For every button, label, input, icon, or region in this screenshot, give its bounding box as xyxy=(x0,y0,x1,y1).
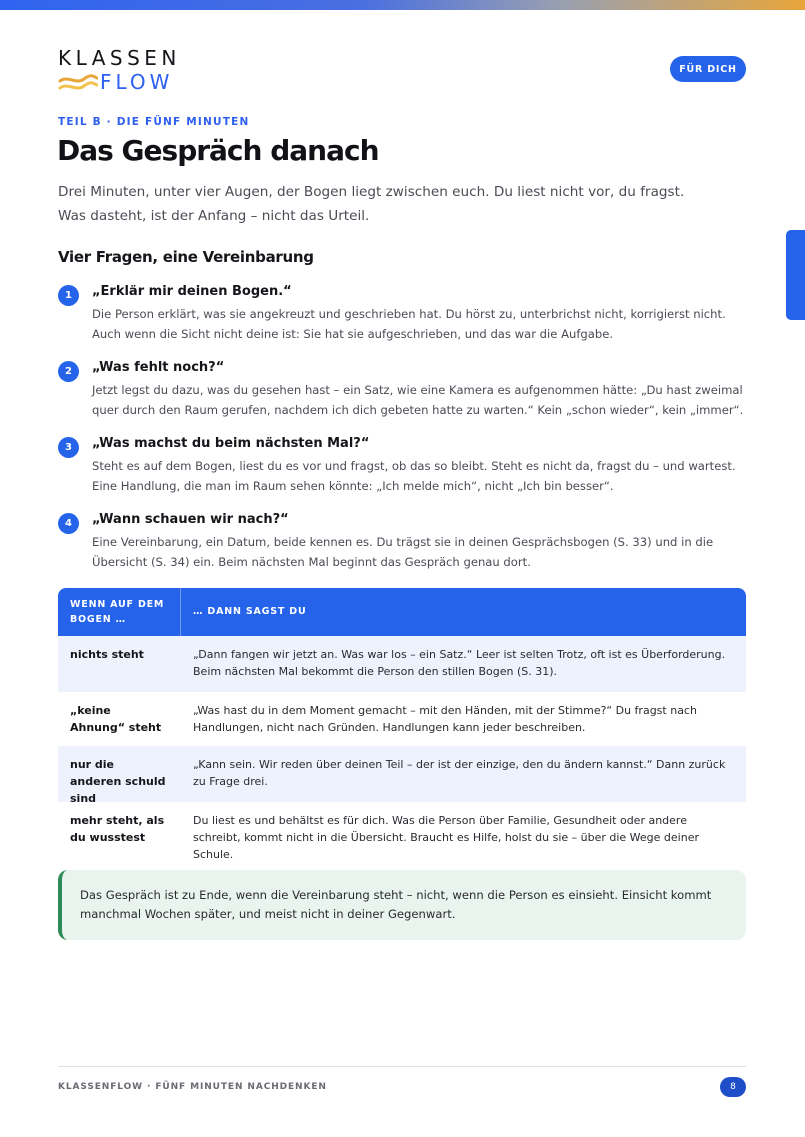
table-row xyxy=(58,746,746,805)
table-cell-response: Du liest es und behältst es für dich. Was die Person über Familie, Gesundheit oder andere schreibt, kommt nicht in die Übersicht. Braucht es Hilfe, holst du sie – über die Wege deiner Schule. xyxy=(193,814,699,861)
question-text: Jetzt legst du dazu, was du gesehen hast – ein Satz, wie eine Kamera es aufgenommen hätte: „Du hast zweimal quer durch den Raum gerufen, nachdem ich dich gebeten hatte zu warten.“ Kein „schon wieder“, kein „immer“. xyxy=(92,383,744,417)
logo-text-bottom: FLOW xyxy=(100,70,174,94)
question-title: „Erklär mir deinen Bogen.“ xyxy=(92,284,292,299)
table-cell-response: „Dann fangen wir jetzt an. Was war los – ein Satz.“ Leer ist selten Trotz, oft ist es Überforderung. Beim nächsten Mal bekommt die Person den stillen Bogen (S. 31). xyxy=(193,648,726,678)
side-bookmark-tab[interactable] xyxy=(786,230,805,320)
table-cell-condition: nur die anderen schuld sind xyxy=(70,758,166,805)
callout-note: Das Gespräch ist zu Ende, wenn die Vereinbarung steht – nicht, wenn die Person es einsieht. Einsicht kommt manchmal Wochen später, und meist nicht in deiner Gegenwart. xyxy=(58,870,746,940)
question-title: „Was machst du beim nächsten Mal?“ xyxy=(92,436,370,451)
footer-divider xyxy=(58,1066,746,1067)
table-row xyxy=(58,636,746,692)
section-heading: Vier Fragen, eine Vereinbarung xyxy=(58,248,314,266)
intro-paragraph: Drei Minuten, unter vier Augen, der Bogen liegt zwischen euch. Du liest nicht vor, du fragst. Was dasteht, ist der Anfang – nicht das Urteil. xyxy=(58,184,685,224)
question-title: „Was fehlt noch?“ xyxy=(92,360,225,375)
question-number-badge: 3 xyxy=(58,437,79,458)
table-row xyxy=(58,692,746,746)
question-text: Steht es auf dem Bogen, liest du es vor und fragst, ob das so bleibt. Steht es nicht da, fragst du – und wartest. Eine Handlung, die man im Raum sehen könnte: „Ich melde mich“, nicht „Ich bin besser“. xyxy=(92,459,736,493)
table-header-condition: WENN AUF DEM BOGEN … xyxy=(58,588,181,636)
wave-logo-icon xyxy=(58,73,98,95)
table-cell-condition: nichts steht xyxy=(70,648,144,661)
table-header-response: … DANN SAGST DU xyxy=(193,606,307,617)
table-cell-response: „Was hast du in dem Moment gemacht – mit den Händen, mit der Stimme?“ Du fragst nach Handlungen, nicht nach Gründen. Handlungen kann jeder beschreiben. xyxy=(193,704,697,734)
table-cell-condition: „keine Ahnung“ steht xyxy=(70,704,162,734)
table-header xyxy=(58,588,746,636)
page-number: 8 xyxy=(720,1077,746,1097)
footer-text: KLASSENFLOW · FÜNF MINUTEN NACHDENKEN xyxy=(58,1082,327,1092)
question-number-badge: 1 xyxy=(58,285,79,306)
table-cell-condition: mehr steht, als du wusstest xyxy=(70,814,165,844)
question-text: Die Person erklärt, was sie angekreuzt und geschrieben hat. Du hörst zu, unterbrichst nicht, korrigierst nicht. Auch wenn die Sicht nicht deine ist: Sie hat sie aufgeschrieben, und das war die Aufgabe. xyxy=(92,307,726,341)
table-row xyxy=(58,802,746,861)
question-number-badge: 2 xyxy=(58,361,79,382)
question-text: Eine Vereinbarung, ein Datum, beide kennen es. Du trägst sie in deinen Gesprächsbogen (S. 33) und in die Übersicht (S. 34) ein. Beim nächsten Mal beginnt das Gespräch genau dort. xyxy=(92,535,714,569)
table-cell-response: „Kann sein. Wir reden über deinen Teil – der ist der einzige, den du ändern kannst.“ Dann zurück zu Frage drei. xyxy=(193,758,726,788)
klassenflow-logo xyxy=(58,46,198,96)
audience-badge: FÜR DICH xyxy=(670,56,746,82)
logo-text-top: KLASSEN xyxy=(58,46,181,70)
question-title: „Wann schauen wir nach?“ xyxy=(92,512,289,527)
question-number-badge: 4 xyxy=(58,513,79,534)
section-kicker: TEIL B · DIE FÜNF MINUTEN xyxy=(58,116,250,128)
top-gradient-bar xyxy=(0,0,805,10)
response-table xyxy=(58,588,746,861)
page-title: Das Gespräch danach xyxy=(57,134,379,167)
